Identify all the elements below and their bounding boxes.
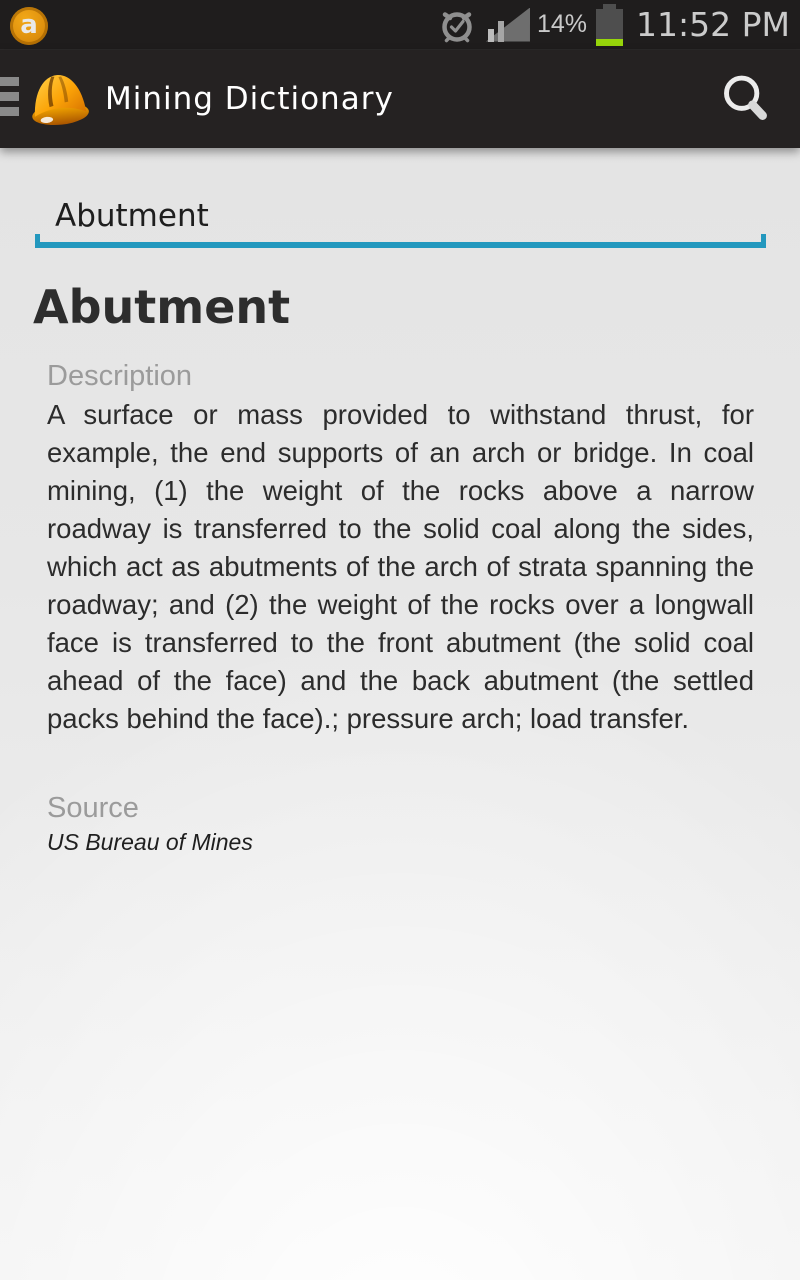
signal-strength-icon	[486, 8, 530, 42]
battery-percent: 14%	[536, 10, 588, 38]
search-input-underline	[35, 242, 766, 248]
search-input[interactable]	[35, 190, 766, 248]
description-label: Description	[47, 360, 193, 392]
battery-icon	[596, 4, 623, 46]
app-title: Mining Dictionary	[105, 81, 394, 117]
term-heading: Abutment	[33, 280, 291, 334]
source-label: Source	[47, 792, 139, 824]
description-text: A surface or mass provided to withstand thrust, for example, the end supports of an arch or bridge. In coal mining, (1) the weight of the rocks above a narrow roadway is transferred to the solid coal along the sides, which act as abutments of the arch of strata spanning the roadway; and (2) the weight of the rocks over a longwall face is transferred to the front abutment (the solid coal ahead of the face) and the back abutment (the settled packs behind the face).; pressure arch; load transfer.	[47, 399, 754, 734]
battery-level-fill	[596, 39, 623, 46]
source-text: US Bureau of Mines	[47, 829, 253, 855]
search-field-container	[35, 190, 766, 248]
definition-page[interactable]	[0, 148, 800, 856]
notification-app-icon-glyph: a	[20, 10, 38, 40]
drawer-handle-icon[interactable]	[0, 77, 19, 116]
status-bar[interactable]	[0, 0, 800, 50]
search-button[interactable]	[714, 67, 778, 131]
status-bar-clock: 11:52 PM	[636, 5, 790, 44]
alarm-icon	[437, 5, 477, 45]
notification-app-icon	[10, 7, 48, 45]
search-icon	[720, 73, 772, 125]
status-bar-right	[437, 4, 790, 46]
app-bar	[0, 50, 800, 148]
helmet-icon	[24, 61, 95, 137]
